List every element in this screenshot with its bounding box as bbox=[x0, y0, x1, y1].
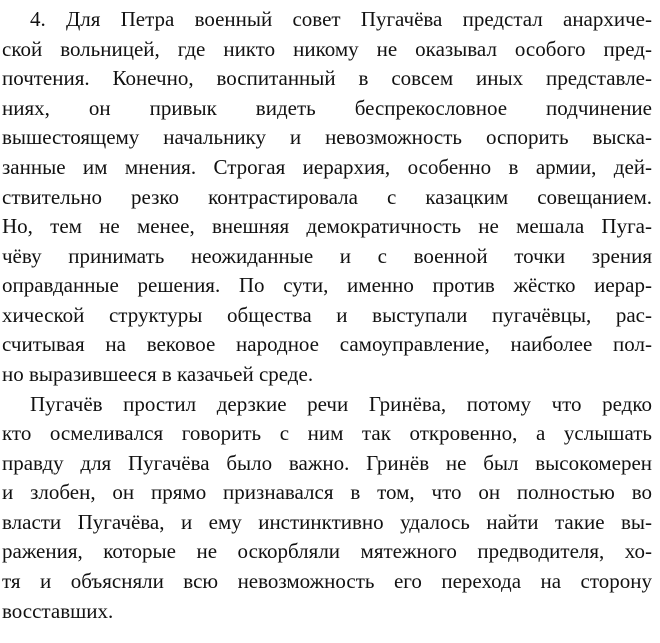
text-line: считывая на вековое народное самоуправление, наиболее пол- bbox=[2, 332, 652, 356]
text-line: но выразившееся в казачьей среде. bbox=[2, 362, 314, 386]
text-line: занные им мнения. Строгая иерархия, особенно в армии, дей- bbox=[2, 155, 652, 179]
text-line: оправданные решения. По сути, именно против жёстко иерар- bbox=[2, 273, 652, 297]
text-line: 4. Для Петра военный совет Пугачёва предстал анархиче- bbox=[30, 7, 652, 31]
text-line: восставших. bbox=[2, 599, 114, 623]
text-line: Пугачёв простил дерзкие речи Гринёва, потому что редко bbox=[30, 392, 652, 416]
text-line: тя и объясняли всю невозможность его перехода на сторону bbox=[2, 569, 652, 593]
text-line: и злобен, он прямо признавался в том, что он полностью во bbox=[2, 480, 652, 504]
text-line: ствительно резко контрастировала с казацким совещанием. bbox=[2, 185, 652, 209]
text-line: чёву принимать неожиданные и с военной точки зрения bbox=[2, 244, 652, 268]
text-line: хической структуры общества и выступали пугачёвцы, рас- bbox=[2, 303, 652, 327]
text-line: вышестоящему начальнику и невозможность оспорить выска- bbox=[2, 125, 652, 149]
text-line: правду для Пугачёва было важно. Гринёв не был высокомерен bbox=[2, 451, 652, 475]
text-line: власти Пугачёва, и ему инстинктивно удалось найти такие вы- bbox=[2, 510, 652, 534]
text-line: ражения, которые не оскорбляли мятежного предводителя, хо- bbox=[2, 539, 652, 563]
text-line: почтения. Конечно, воспитанный в совсем иных представле- bbox=[2, 66, 652, 90]
text-line: ниях, он привык видеть беспрекословное подчинение bbox=[2, 96, 652, 120]
text-line: кто осмеливался говорить с ним так откровенно, а услышать bbox=[2, 421, 652, 445]
text-line: ской вольницей, где никто никому не оказывал особого пред- bbox=[2, 37, 652, 61]
text-line: Но, тем не менее, внешняя демократичность не мешала Пуга- bbox=[2, 214, 652, 238]
